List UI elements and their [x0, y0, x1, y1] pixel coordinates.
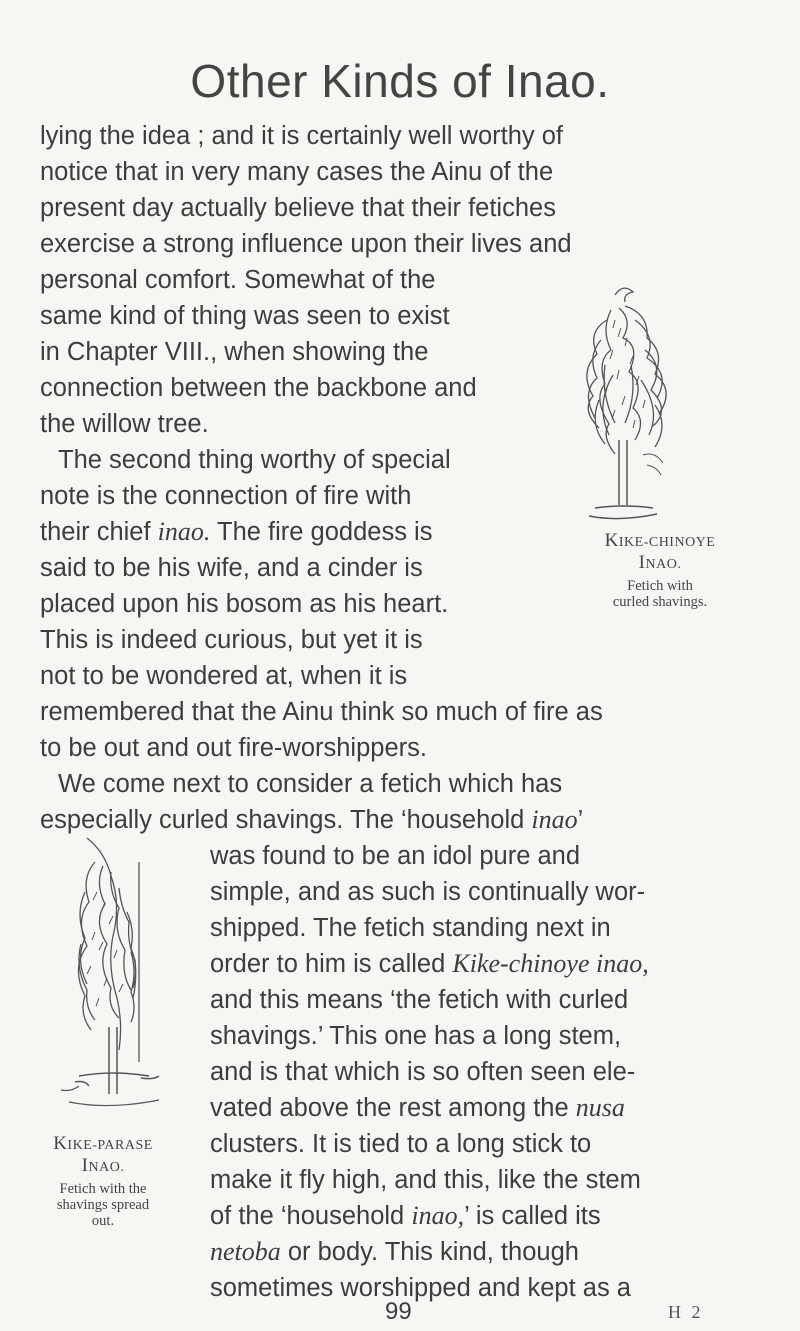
caption-kike-parase	[28, 1133, 178, 1229]
text-line: present day actually believe that their fetiches	[40, 194, 556, 222]
italic-term: inao.	[157, 517, 211, 546]
text-segment: The fire goddess is	[217, 518, 433, 546]
text-line: shipped. The fetich standing next in	[210, 914, 611, 942]
page-header: Other Kinds of Inao.	[190, 55, 610, 107]
text-segment: ’ is called its	[464, 1202, 601, 1230]
text-line: We come next to consider a fetich which has	[58, 770, 563, 798]
text-line: shavings.’ This one has a long stem,	[210, 1022, 622, 1050]
text-segment: vated above the rest among the	[210, 1094, 569, 1122]
italic-term: netoba	[210, 1237, 281, 1266]
text-line: lying the idea ; and it is certainly well worthy of	[40, 122, 563, 150]
kike-chinoye-inao-illustration	[555, 280, 715, 530]
signature-mark: H 2	[668, 1302, 704, 1322]
text-segment: of the ‘household	[210, 1202, 405, 1230]
text-line: clusters. It is tied to a long stick to	[210, 1130, 592, 1158]
caption-desc: out.	[91, 1213, 115, 1229]
text-line: placed upon his bosom as his heart.	[40, 590, 449, 618]
text-segment: especially curled shavings. The ‘household	[40, 806, 525, 834]
text-line	[40, 514, 432, 550]
caption-title: KIKE-PARASE	[53, 1133, 153, 1154]
text-line: The second thing worthy of special	[58, 446, 451, 474]
text-line: the willow tree.	[40, 410, 209, 438]
caption-desc: curled shavings.	[612, 594, 708, 610]
text-segment: or body. This kind, though	[287, 1238, 579, 1266]
italic-term: inao	[531, 805, 578, 834]
text-line: and is that which is so often seen ele-	[210, 1058, 636, 1086]
caption-subtitle: INAO.	[81, 1155, 125, 1176]
caption-desc: Fetich with	[627, 578, 693, 594]
italic-term: nusa	[575, 1093, 625, 1122]
caption-desc: Fetich with the	[59, 1181, 147, 1197]
text-segment: their chief	[40, 518, 151, 546]
italic-term: inao,	[411, 1201, 465, 1230]
text-segment: order to him is called	[210, 950, 446, 978]
text-line	[210, 946, 649, 982]
text-line: This is indeed curious, but yet it is	[40, 626, 423, 654]
text-line: not to be wondered at, when it is	[40, 662, 408, 690]
text-line: personal comfort. Somewhat of the	[40, 266, 436, 294]
caption-title: KIKE-CHINOYE	[604, 530, 716, 551]
text-line: sometimes worshipped and kept as a	[210, 1274, 631, 1302]
text-line	[210, 1234, 579, 1270]
text-line: simple, and as such is continually wor-	[210, 878, 646, 906]
text-line: exercise a strong influence upon their lives and	[40, 230, 572, 258]
page-number: 99	[385, 1298, 412, 1325]
caption-kike-chinoye	[560, 530, 760, 610]
text-line	[210, 1198, 601, 1234]
text-line: same kind of thing was seen to exist	[40, 302, 450, 330]
text-line: and this means ‘the fetich with curled	[210, 986, 629, 1014]
text-line: in Chapter VIII., when showing the	[40, 338, 429, 366]
text-line: make it fly high, and this, like the stem	[210, 1166, 641, 1194]
text-line: note is the connection of fire with	[40, 482, 412, 510]
caption-desc: shavings spread	[56, 1197, 150, 1213]
text-segment: ’	[577, 806, 584, 834]
kike-parase-inao-illustration	[55, 832, 195, 1132]
text-line	[210, 1090, 625, 1126]
text-line: notice that in very many cases the Ainu of the	[40, 158, 554, 186]
text-line: to be out and out fire-worshippers.	[40, 734, 427, 762]
text-line: connection between the backbone and	[40, 374, 477, 402]
text-line: was found to be an idol pure and	[210, 842, 581, 870]
italic-term: Kike-chinoye inao,	[452, 949, 649, 978]
caption-subtitle: INAO.	[638, 552, 682, 573]
text-line: remembered that the Ainu think so much of fire as	[40, 698, 603, 726]
text-line: said to be his wife, and a cinder is	[40, 554, 423, 582]
